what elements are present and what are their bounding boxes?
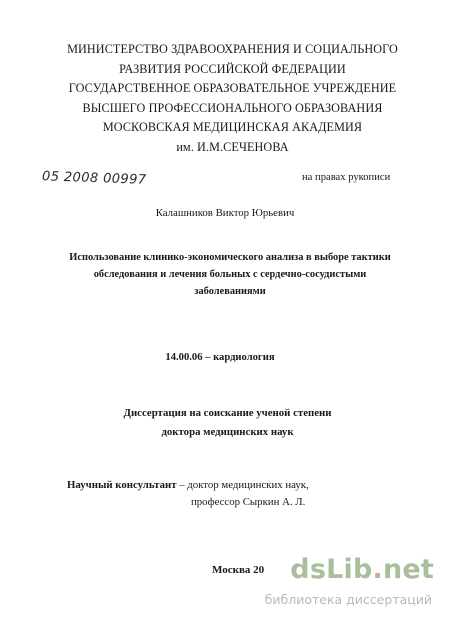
consultant-name: профессор Сыркин А. Л. [191,496,306,508]
header-line-5: МОСКОВСКАЯ МЕДИЦИНСКАЯ АКАДЕМИЯ [102,120,363,135]
dissertation-title [40,249,420,300]
manuscript-rights-note: на правах рукописи [302,172,391,183]
city-year: Москва 20 [212,564,265,576]
title-line-3: заболеваниями [194,286,266,297]
degree-line-2: доктора медицинских наук [161,426,294,438]
handwritten-archive-number: 05 2008 00997 [41,169,147,188]
header-line-1: МИНИСТЕРСТВО ЗДРАВООХРАНЕНИЯ И СОЦИАЛЬНОГО [67,42,398,56]
title-line-2: обследования и лечения больных с сердечно-сосудистыми [93,269,367,280]
author-name: Калашников Виктор Юрьевич [155,207,295,219]
scientific-consultant [67,479,309,491]
dslib-watermark [250,554,440,612]
title-line-1: Использование клинико-экономического анализа в выборе тактики [69,252,391,263]
header-line-3: ГОСУДАРСТВЕННОЕ ОБРАЗОВАТЕЛЬНОЕ УЧРЕЖДЕНИЕ [68,81,397,96]
dslib-logo: dsLib.net [290,554,434,585]
watermark-subtitle: библиотека диссертаций [264,592,432,607]
consultant-label: Научный консультант [67,479,177,491]
specialty-code: 14.00.06 – кардиология [165,352,275,363]
header-line-4: ВЫСШЕГО ПРОФЕССИОНАЛЬНОГО ОБРАЗОВАНИЯ [82,100,383,115]
degree-statement [0,404,450,442]
institution-header [60,40,405,158]
consultant-degree: – доктор медицинских наук, [176,479,309,491]
degree-line-1: Диссертация на соискание ученой степени [123,407,332,419]
header-line-2: РАЗВИТИЯ РОССИЙСКОЙ ФЕДЕРАЦИИ [119,61,346,76]
header-line-6: им. И.М.СЕЧЕНОВА [176,139,289,154]
